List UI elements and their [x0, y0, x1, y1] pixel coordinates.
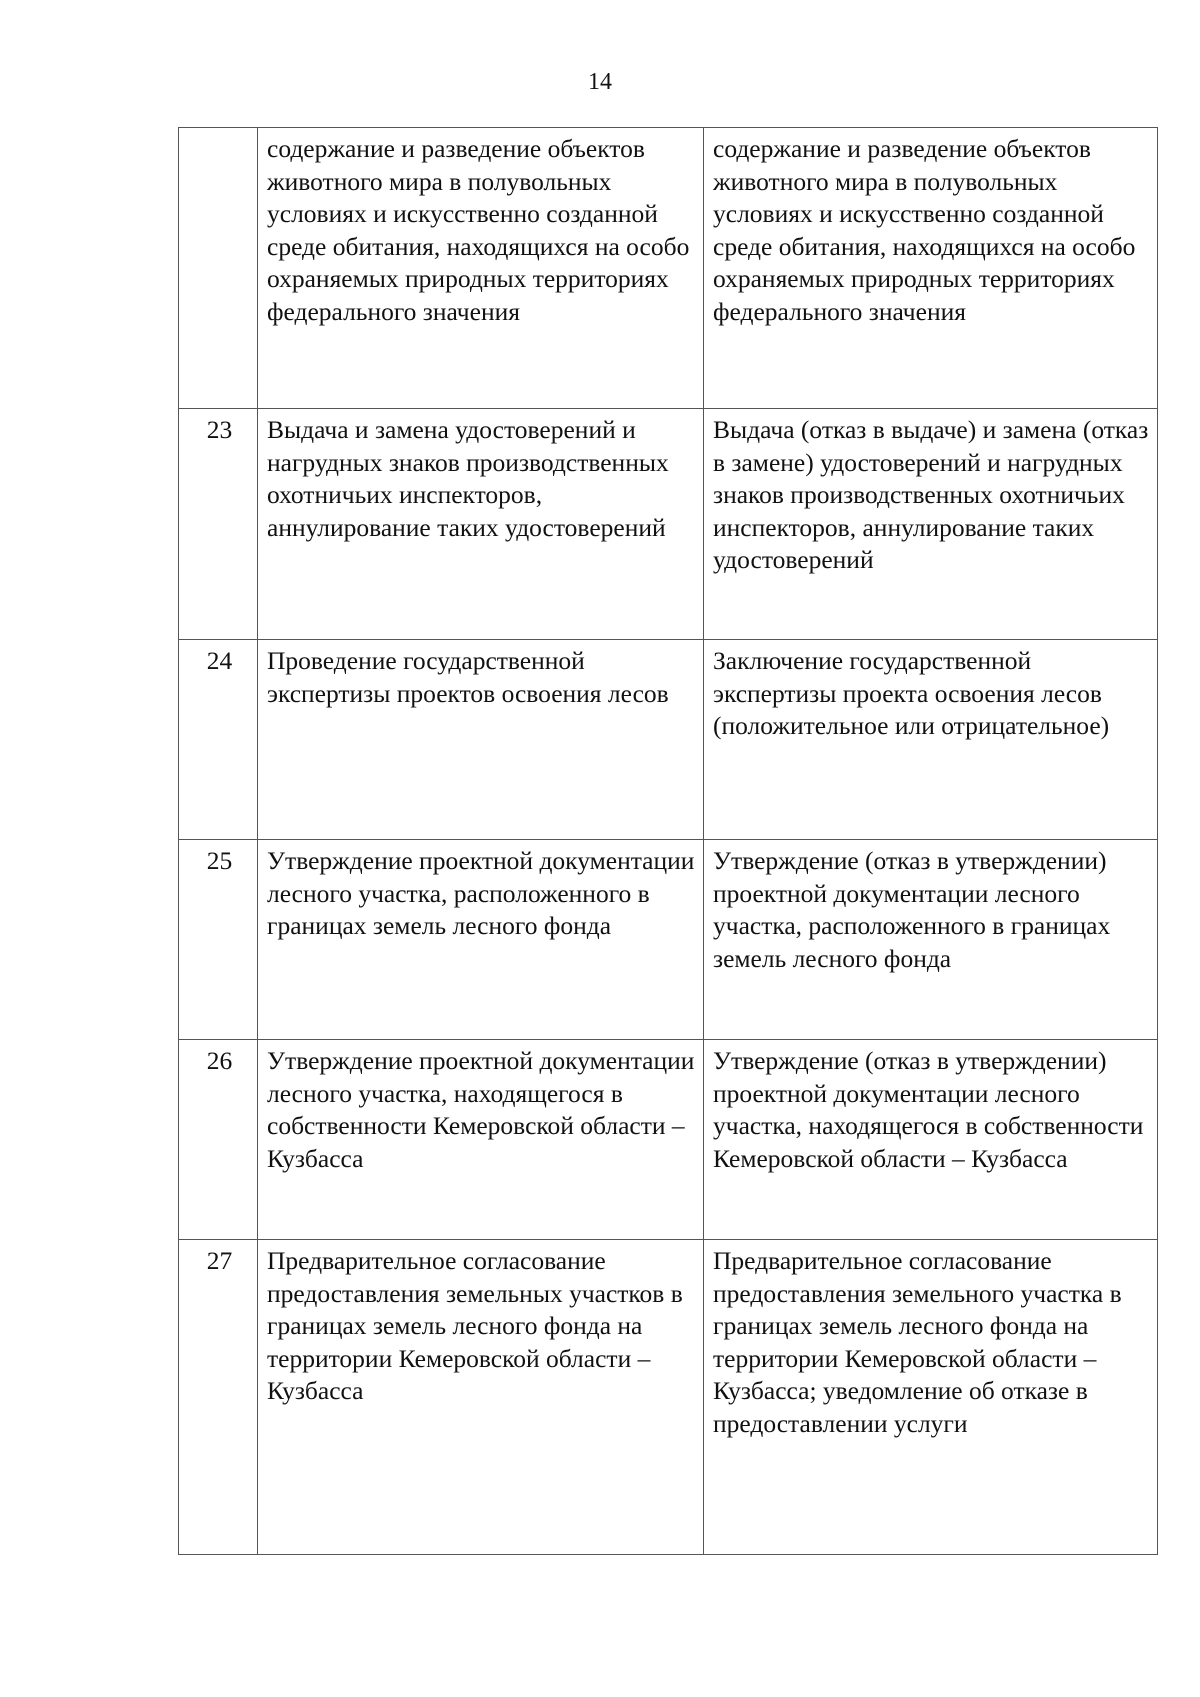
- row-number: 27: [179, 1240, 258, 1555]
- row-number: 26: [179, 1040, 258, 1240]
- table-row: [179, 128, 1158, 409]
- service-name: содержание и разведение объектов животного мира в полувольных условиях и искусственно созданной среде обитания, находящихся на особо охраняемых природных территориях федерального значения: [258, 128, 704, 409]
- service-name: Проведение государственной экспертизы проектов освоения лесов: [258, 640, 704, 840]
- row-number: 25: [179, 840, 258, 1040]
- service-result: Выдача (отказ в выдаче) и замена (отказ в замене) удостоверений и нагрудных знаков производственных охотничьих инспекторов, аннулирование таких удостоверений: [704, 409, 1158, 640]
- service-result: Заключение государственной экспертизы проекта освоения лесов (положительное или отрицательное): [704, 640, 1158, 840]
- service-result: Предварительное согласование предоставления земельного участка в границах земель лесного фонда на территории Кемеровской области – Кузбасса; уведомление об отказе в предоставлении услуги: [704, 1240, 1158, 1555]
- service-name: Предварительное согласование предоставления земельных участков в границах земель лесного фонда на территории Кемеровской области – Кузбасса: [258, 1240, 704, 1555]
- service-name: Утверждение проектной документации лесного участка, расположенного в границах земель лесного фонда: [258, 840, 704, 1040]
- services-table: [178, 127, 1158, 1555]
- table-row: [179, 840, 1158, 1040]
- page-number: 14: [588, 69, 612, 95]
- service-name: Утверждение проектной документации лесного участка, находящегося в собственности Кемеровской области – Кузбасса: [258, 1040, 704, 1240]
- service-result: Утверждение (отказ в утверждении) проектной документации лесного участка, находящегося в собственности Кемеровской области – Кузбасса: [704, 1040, 1158, 1240]
- table-row: [179, 1240, 1158, 1555]
- table-row: [179, 409, 1158, 640]
- row-number: 23: [179, 409, 258, 640]
- row-number: 24: [179, 640, 258, 840]
- table-row: [179, 1040, 1158, 1240]
- service-result: Утверждение (отказ в утверждении) проектной документации лесного участка, расположенного в границах земель лесного фонда: [704, 840, 1158, 1040]
- service-name: Выдача и замена удостоверений и нагрудных знаков производственных охотничьих инспекторов, аннулирование таких удостоверений: [258, 409, 704, 640]
- table-row: [179, 640, 1158, 840]
- row-number: [179, 128, 258, 409]
- service-result: содержание и разведение объектов животного мира в полувольных условиях и искусственно созданной среде обитания, находящихся на особо охраняемых природных территориях федерального значения: [704, 128, 1158, 409]
